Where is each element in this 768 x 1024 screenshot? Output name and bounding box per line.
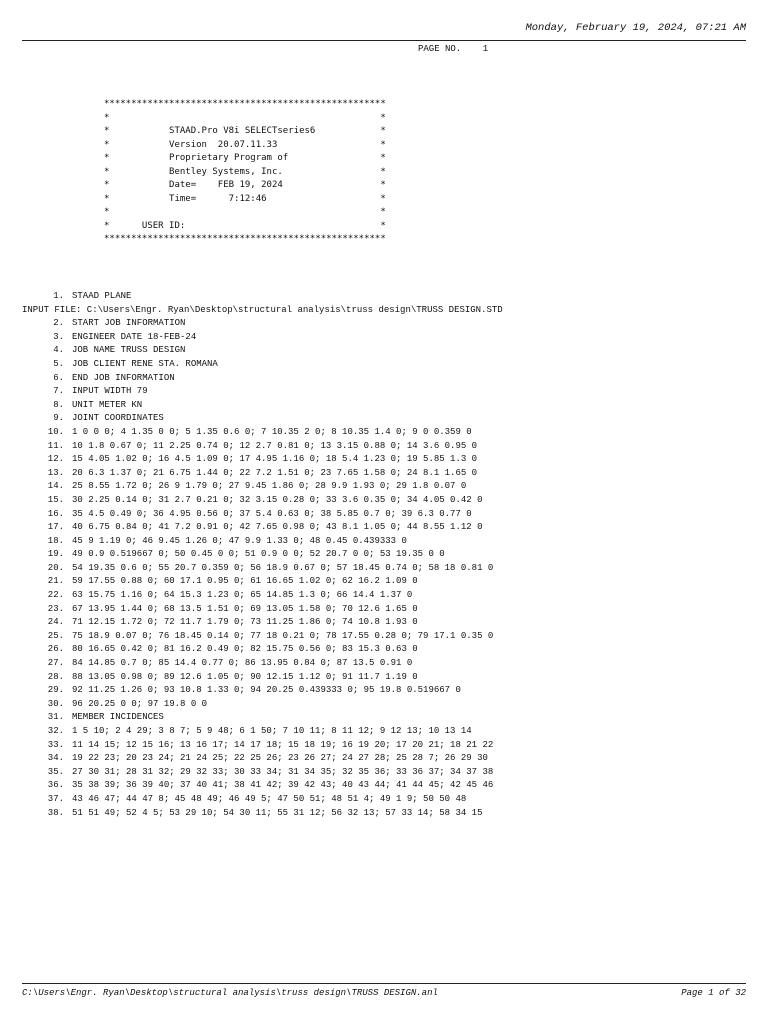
listing-line [22, 304, 503, 318]
line-number: 17. [47, 522, 64, 533]
line-text: 30 2.25 0.14 0; 31 2.7 0.21 0; 32 3.15 0.28 0; 33 3.6 0.35 0; 34 4.05 0.42 0 [72, 494, 483, 505]
line-number: 27. [47, 658, 64, 669]
listing-line [22, 453, 503, 467]
line-text: 54 19.35 0.6 0; 55 20.7 0.359 0; 56 18.9 0.67 0; 57 18.45 0.74 0; 58 18 0.81 0 [72, 562, 494, 573]
line-text: 63 15.75 1.16 0; 64 15.3 1.23 0; 65 14.85 1.3 0; 66 14.4 1.37 0 [72, 590, 413, 601]
listing-line [22, 671, 503, 685]
line-number: 12. [47, 454, 64, 465]
output-file-path: C:\Users\Engr. Ryan\Desktop\structural analysis\truss design\TRUSS DESIGN.anl [22, 988, 438, 998]
listing-line [22, 779, 503, 793]
listing-line [22, 643, 503, 657]
line-text: 19 22 23; 20 23 24; 21 24 25; 22 25 26; 23 26 27; 24 27 28; 25 28 7; 26 29 30 [72, 753, 488, 764]
banner-line: * Version 20.07.11.33 * [104, 139, 386, 150]
line-text: 35 4.5 0.49 0; 36 4.95 0.56 0; 37 5.4 0.63 0; 38 5.85 0.7 0; 39 6.3 0.77 0 [72, 508, 472, 519]
line-text: JOINT COORDINATES [72, 413, 164, 424]
line-number: 38. [47, 807, 64, 818]
banner-line: * Proprietary Program of * [104, 153, 386, 163]
line-text: JOB NAME TRUSS DESIGN [72, 345, 186, 356]
line-number: 16. [47, 508, 64, 519]
line-text: END JOB INFORMATION [72, 372, 175, 383]
listing-line [22, 521, 503, 535]
line-number: 37. [47, 793, 64, 804]
listing-line [22, 630, 503, 644]
line-text: 49 0.9 0.519667 0; 50 0.45 0 0; 51 0.9 0 0; 52 20.7 0 0; 53 19.35 0 0 [72, 549, 445, 560]
line-number: 19. [47, 549, 64, 560]
line-number: 4. [53, 345, 64, 356]
line-text: 71 12.15 1.72 0; 72 11.7 1.79 0; 73 11.25 1.86 0; 74 10.8 1.93 0 [72, 617, 418, 628]
listing-line [22, 589, 503, 603]
line-number: 32. [47, 726, 64, 736]
line-number: 3. [53, 331, 64, 342]
line-text: 11 14 15; 12 15 16; 13 16 17; 14 17 18; 15 18 19; 16 19 20; 17 20 21; 18 21 22 [72, 739, 494, 750]
line-text: 88 13.05 0.98 0; 89 12.6 1.05 0; 90 12.15 1.12 0; 91 11.7 1.19 0 [72, 671, 418, 682]
line-number: 21. [47, 576, 64, 587]
line-text: 59 17.55 0.88 0; 60 17.1 0.95 0; 61 16.65 1.02 0; 62 16.2 1.09 0 [72, 576, 418, 587]
input-listing [22, 290, 503, 820]
listing-line [22, 344, 503, 358]
line-number: 29. [47, 685, 64, 696]
listing-line [22, 412, 503, 426]
line-text: 84 14.85 0.7 0; 85 14.4 0.77 0; 86 13.95 0.84 0; 87 13.5 0.91 0 [72, 658, 413, 669]
line-text: 1 5 10; 2 4 29; 3 8 7; 5 9 48; 6 1 50; 7 10 11; 8 11 12; 9 12 13; 10 13 14 [72, 726, 472, 736]
listing-line [22, 698, 503, 712]
listing-line [22, 331, 503, 345]
banner-line: **************************************************** [104, 99, 386, 109]
listing-line [22, 290, 503, 304]
line-text: 40 6.75 0.84 0; 41 7.2 0.91 0; 42 7.65 0.98 0; 43 8.1 1.05 0; 44 8.55 1.12 0 [72, 522, 483, 533]
line-number: 22. [47, 590, 64, 601]
line-number: 14. [47, 481, 64, 492]
banner-line: * USER ID: * [104, 220, 386, 231]
banner-line: * Time= 7:12:46 * [104, 193, 386, 204]
page-count: Page 1 of 32 [681, 988, 746, 998]
line-text: 92 11.25 1.26 0; 93 10.8 1.33 0; 94 20.25 0.439333 0; 95 19.8 0.519667 0 [72, 685, 461, 696]
listing-line [22, 793, 503, 807]
line-text: ENGINEER DATE 18-FEB-24 [72, 331, 197, 342]
line-text: 10 1.8 0.67 0; 11 2.25 0.74 0; 12 2.7 0.81 0; 13 3.15 0.88 0; 14 3.6 0.95 0 [72, 440, 478, 451]
line-number: 8. [53, 399, 64, 410]
line-number: 30. [47, 698, 64, 709]
line-text: 20 6.3 1.37 0; 21 6.75 1.44 0; 22 7.2 1.51 0; 23 7.65 1.58 0; 24 8.1 1.65 0 [72, 467, 478, 478]
line-text: 67 13.95 1.44 0; 68 13.5 1.51 0; 69 13.05 1.58 0; 70 12.6 1.65 0 [72, 603, 418, 614]
listing-line [22, 616, 503, 630]
listing-line [22, 739, 503, 753]
line-number: 28. [47, 671, 64, 682]
listing-line [22, 725, 503, 739]
line-text: 35 38 39; 36 39 40; 37 40 41; 38 41 42; 39 42 43; 40 43 44; 41 44 45; 42 45 46 [72, 780, 494, 791]
listing-line [22, 657, 503, 671]
listing-line [22, 752, 503, 766]
line-text: 25 8.55 1.72 0; 26 9 1.79 0; 27 9.45 1.86 0; 28 9.9 1.93 0; 29 1.8 0.07 0 [72, 481, 467, 492]
line-number: 31. [47, 712, 64, 723]
listing-line [22, 807, 503, 821]
line-number: 5. [53, 358, 64, 369]
listing-line [22, 358, 503, 372]
banner-line: * * [104, 207, 386, 217]
line-number: 18. [47, 535, 64, 546]
line-number: 1. [53, 291, 64, 301]
listing-line [22, 562, 503, 576]
header-divider [22, 40, 746, 41]
line-number: 24. [47, 617, 64, 628]
listing-line [22, 372, 503, 386]
line-number: 9. [53, 413, 64, 424]
footer-divider [22, 983, 746, 984]
banner-line: * * [104, 112, 386, 123]
line-number: 23. [47, 603, 64, 614]
listing-line [22, 684, 503, 698]
line-text: 27 30 31; 28 31 32; 29 32 33; 30 33 34; 31 34 35; 32 35 36; 33 36 37; 34 37 38 [72, 766, 494, 777]
line-text: 75 18.9 0.07 0; 76 18.45 0.14 0; 77 18 0.21 0; 78 17.55 0.28 0; 79 17.1 0.35 0 [72, 630, 494, 641]
line-number: 35. [47, 766, 64, 777]
listing-line [22, 766, 503, 780]
report-datetime: Monday, February 19, 2024, 07:21 AM [525, 22, 746, 34]
listing-line [22, 399, 503, 413]
program-banner [104, 98, 386, 247]
line-text: 43 46 47; 44 47 8; 45 48 49; 46 49 5; 47 50 51; 48 51 4; 49 1 9; 50 50 48 [72, 793, 467, 804]
banner-line: * Bentley Systems, Inc. * [104, 166, 386, 177]
line-text: 15 4.05 1.02 0; 16 4.5 1.09 0; 17 4.95 1.16 0; 18 5.4 1.23 0; 19 5.85 1.3 0 [72, 454, 478, 465]
listing-line [22, 535, 503, 549]
banner-line: * STAAD.Pro V8i SELECTseries6 * [104, 126, 386, 136]
listing-line [22, 548, 503, 562]
line-text: 1 0 0 0; 4 1.35 0 0; 5 1.35 0.6 0; 7 10.35 2 0; 8 10.35 1.4 0; 9 0 0.359 0 [72, 426, 472, 437]
line-number: 25. [47, 630, 64, 641]
listing-line [22, 440, 503, 454]
line-text: 96 20.25 0 0; 97 19.8 0 0 [72, 698, 208, 709]
line-number: 36. [47, 780, 64, 791]
line-number: 26. [47, 644, 64, 655]
line-number: 6. [53, 372, 64, 383]
line-number: 2. [53, 318, 64, 329]
line-text: 51 51 49; 52 4 5; 53 29 10; 54 30 11; 55 31 12; 56 32 13; 57 33 14; 58 34 15 [72, 807, 483, 818]
line-text: UNIT METER KN [72, 399, 143, 410]
banner-line: **************************************************** [104, 234, 386, 244]
listing-line [22, 603, 503, 617]
line-number: 11. [47, 440, 64, 451]
line-text: INPUT WIDTH 79 [72, 386, 148, 397]
banner-line: * Date= FEB 19, 2024 * [104, 180, 386, 190]
line-text: 45 9 1.19 0; 46 9.45 1.26 0; 47 9.9 1.33 0; 48 0.45 0.439333 0 [72, 535, 407, 546]
line-text: INPUT FILE: C:\Users\Engr. Ryan\Desktop\structural analysis\truss design\TRUSS DESIGN.STD [22, 304, 503, 315]
listing-line [22, 494, 503, 508]
line-number: 13. [47, 467, 64, 478]
line-number: 34. [47, 753, 64, 764]
line-number: 20. [47, 562, 64, 573]
listing-line [22, 711, 503, 725]
line-number: 33. [47, 739, 64, 750]
line-text: JOB CLIENT RENE STA. ROMANA [72, 358, 218, 369]
listing-line [22, 317, 503, 331]
listing-line [22, 575, 503, 589]
line-number: 15. [47, 494, 64, 505]
listing-line [22, 467, 503, 481]
line-number: 10. [47, 426, 64, 437]
listing-line [22, 426, 503, 440]
listing-line [22, 385, 503, 399]
line-text: 80 16.65 0.42 0; 81 16.2 0.49 0; 82 15.75 0.56 0; 83 15.3 0.63 0 [72, 644, 418, 655]
listing-line [22, 480, 503, 494]
page-number-label: PAGE NO. 1 [418, 44, 489, 54]
line-number: 7. [53, 386, 64, 397]
line-text: START JOB INFORMATION [72, 318, 186, 329]
line-text: MEMBER INCIDENCES [72, 712, 164, 723]
line-text: STAAD PLANE [72, 291, 132, 301]
listing-line [22, 508, 503, 522]
